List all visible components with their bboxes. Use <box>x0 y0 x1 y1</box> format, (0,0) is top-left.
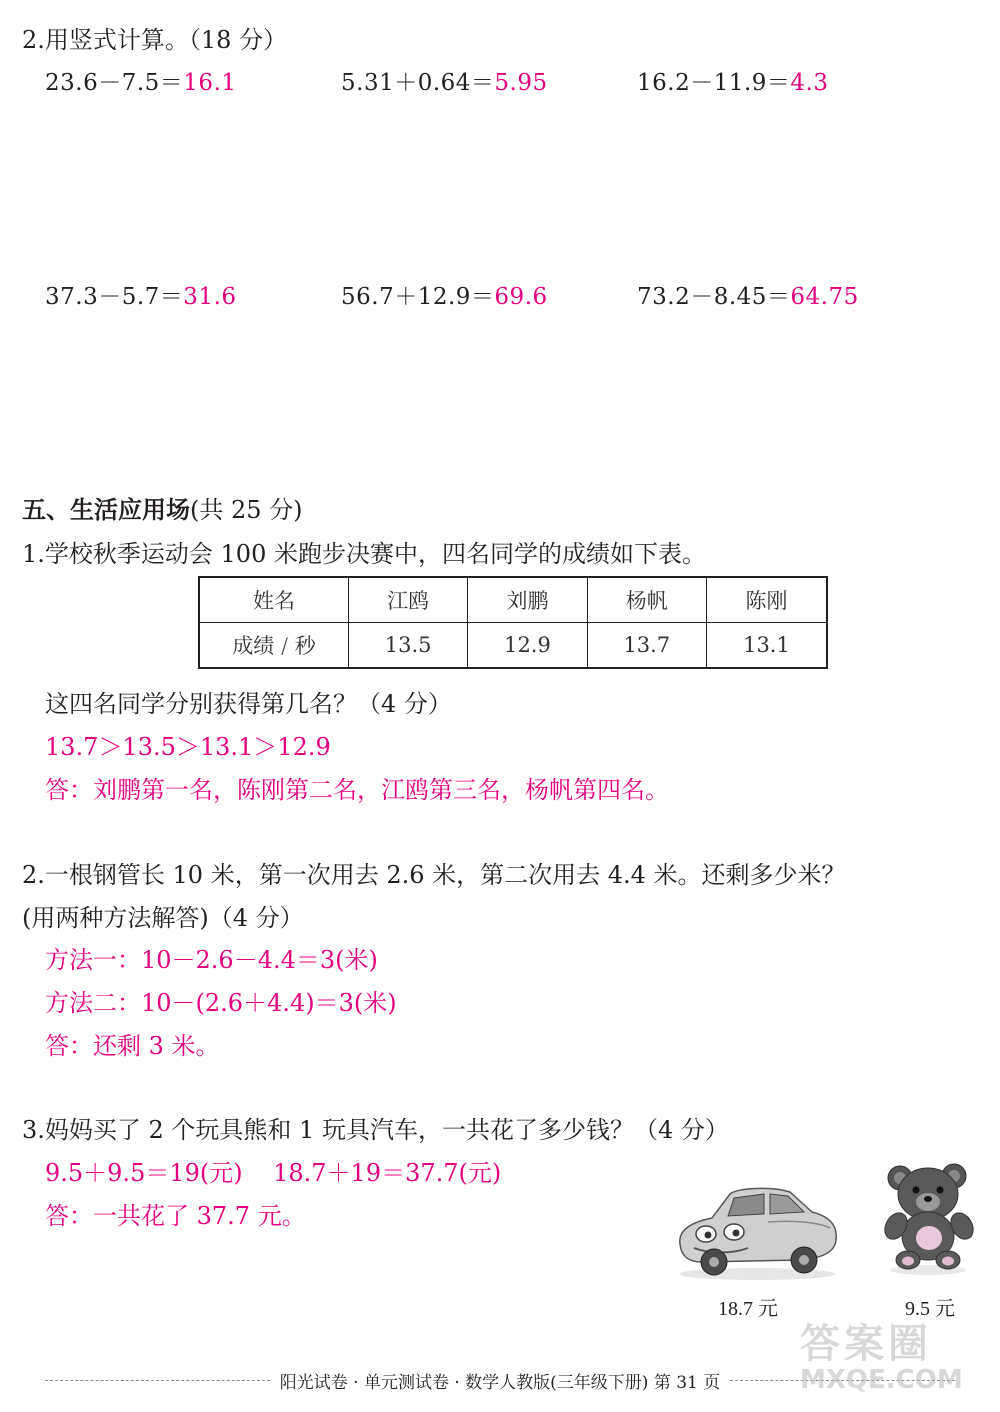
calc-item <box>45 64 237 97</box>
calc-item <box>341 278 548 311</box>
section-points: (共 25 分) <box>190 496 303 524</box>
calc-expression: 5.31＋0.64＝ <box>341 70 495 96</box>
problem1-answer-line: 13.7＞13.5＞13.1＞12.9 <box>45 733 331 761</box>
problem3-calc: 9.5＋9.5＝19(元) 18.7＋19＝37.7(元) <box>45 1159 502 1187</box>
watermark-url: MXQE.COM <box>800 1365 963 1395</box>
calc-answer: 4.3 <box>790 70 829 96</box>
table-header-cell: 刘鹏 <box>468 577 587 623</box>
table-header-cell: 姓名 <box>199 577 349 623</box>
site-watermark <box>800 1312 963 1395</box>
calc-answer: 31.6 <box>183 284 237 310</box>
problem2-method1: 方法一：10－2.6－4.4＝3(米) <box>45 946 378 974</box>
calc-item <box>637 278 859 311</box>
calc-expression: 56.7＋12.9＝ <box>341 284 495 310</box>
calc-item <box>45 278 237 311</box>
table-header-cell: 杨帆 <box>587 577 706 623</box>
scores-table <box>198 576 828 669</box>
footer-divider-left <box>45 1380 270 1381</box>
table-header-cell: 陈刚 <box>706 577 827 623</box>
teddy-bear-image <box>878 1158 978 1278</box>
table-row <box>199 623 827 669</box>
calc-answer: 5.95 <box>494 70 548 96</box>
calc-answer: 69.6 <box>494 284 548 310</box>
toy-car-image <box>672 1182 842 1282</box>
section-title-text: 五、生活应用场 <box>22 495 190 524</box>
calc-expression: 23.6－7.5＝ <box>45 70 184 96</box>
calc-expression: 37.3－5.7＝ <box>45 284 184 310</box>
watermark-logo-text: 答案圈 <box>800 1321 932 1367</box>
calc-item <box>341 64 548 97</box>
table-cell: 13.1 <box>706 623 827 669</box>
car-price-label: 18.7 元 <box>718 1298 778 1320</box>
table-cell: 13.7 <box>587 623 706 669</box>
section-title <box>22 490 303 525</box>
problem3-answer: 答：一共花了 37.7 元。 <box>45 1202 306 1230</box>
calc-expression: 16.2－11.9＝ <box>637 70 791 96</box>
problem1-question: 1.学校秋季运动会 100 米跑步决赛中，四名同学的成绩如下表。 <box>22 540 706 568</box>
calc-item <box>637 64 829 97</box>
footer-text: 阳光试卷 · 单元测试卷 · 数学人教版(三年级下册) 第 31 页 <box>279 1372 721 1393</box>
problem2-question: 2.一根钢管长 10 米，第一次用去 2.6 米，第二次用去 4.4 米。还剩多少米？ <box>22 861 846 889</box>
calc-answer: 64.75 <box>790 284 859 310</box>
problem2-answer: 答：还剩 3 米。 <box>45 1032 220 1060</box>
table-cell: 13.5 <box>349 623 468 669</box>
problem2-subquestion: (用两种方法解答)（4 分） <box>22 904 304 932</box>
bear-price-label: 9.5 元 <box>905 1298 955 1320</box>
table-cell: 12.9 <box>468 623 587 669</box>
table-row-label: 成绩 / 秒 <box>199 623 349 669</box>
table-row <box>199 577 827 623</box>
problem3-question: 3.妈妈买了 2 个玩具熊和 1 玩具汽车，一共花了多少钱？（4 分） <box>22 1116 729 1144</box>
problem1-answer: 答：刘鹏第一名，陈刚第二名，江鸥第三名，杨帆第四名。 <box>45 776 669 804</box>
table-header-cell: 江鸥 <box>349 577 468 623</box>
calc-answer: 16.1 <box>183 70 237 96</box>
problem1-subquestion: 这四名同学分别获得第几名？（4 分） <box>45 690 452 718</box>
calc-expression: 73.2－8.45＝ <box>637 284 791 310</box>
calc-question-title: 2.用竖式计算。（18 分） <box>22 26 288 54</box>
problem2-method2: 方法二：10－(2.6＋4.4)＝3(米) <box>45 989 397 1017</box>
